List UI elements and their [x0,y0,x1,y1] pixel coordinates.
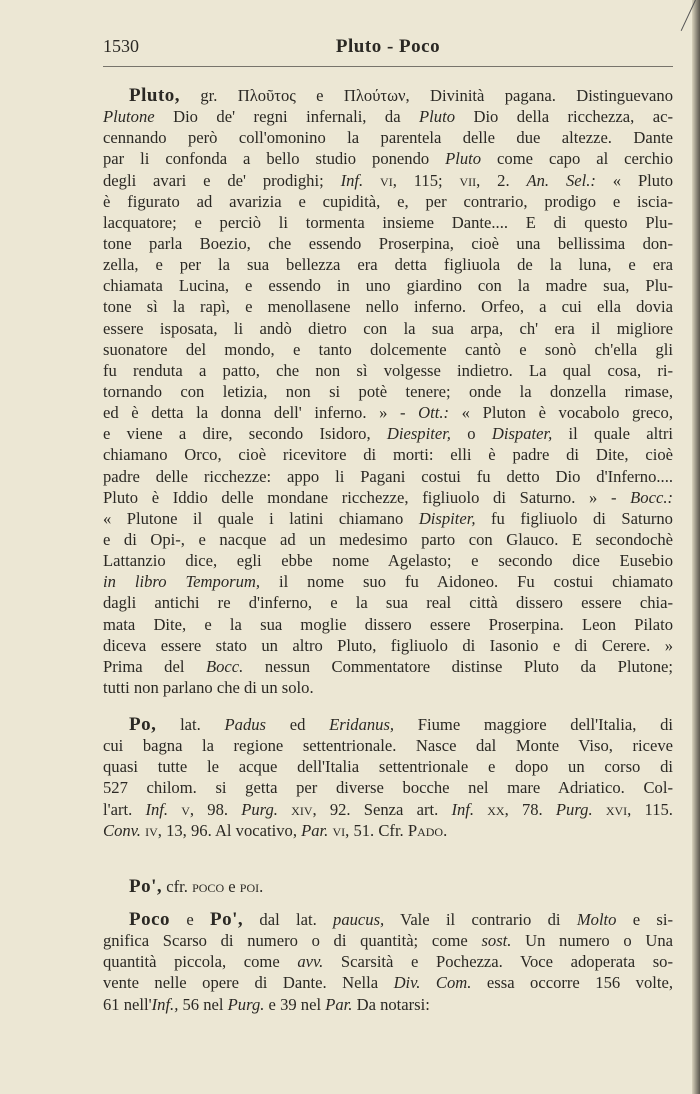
text-line [103,148,673,169]
text-run: e viene a dire, secondo Isidoro, [103,424,387,444]
text-run: 61 nell' [103,994,152,1014]
italic-text: paucus, [333,910,385,929]
text-run: suonatore del mondo, e tanto dolcemente cantò e sonò ch'ella gli [103,339,673,359]
italic-text: Par. [325,994,353,1014]
text-line [103,820,673,841]
text-run: fu figliuolo di Saturno [475,508,673,528]
italic-text: Inf. [451,799,475,819]
text-line [103,318,673,339]
text-run: cfr. [162,877,193,896]
text-run: 56 nel [178,994,228,1014]
page-header [103,36,673,60]
italic-text: Purg. [241,799,278,819]
text-line [103,254,673,275]
text-run: , 51. Cfr. [345,820,408,840]
text-run: Un numero o Una [511,931,673,951]
text-run: fu renduta a patto, che non sì volgesse indietro. La qual cosa, ri- [103,360,673,380]
text-run: gnifica Scarso di numero o di quantità; come [103,931,482,951]
italic-text: Dispiter, [418,508,476,528]
text-run: , 78. [504,799,556,819]
text-run: Da notarsi: [352,994,430,1014]
text-run: tornando con letizia, non si potè tenere; onde la donzella rimase, [103,381,673,401]
text-line [103,656,673,677]
text-run: lacquatore; e perciò li tormenta insieme Dante.... E di questo Plu- [103,212,673,232]
text-run: . [259,877,264,896]
text-line [103,487,673,508]
text-run: ed è detta la donna dell' inferno. » - [103,403,419,423]
italic-text: Bocc.: [630,487,673,507]
text-run: dagli antichi re d'inferno, e la sua real città dissero essere chia- [103,593,673,613]
headword: Po', [129,876,163,897]
italic-text: Diespiter, [386,424,451,444]
italic-text: Purg. [555,799,593,819]
text-run: Scarsità e Pochezza. Voce adoperata so- [323,952,674,972]
text-line [103,508,673,529]
text-run: diceva essere stato un altro Pluto, figliuolo di Iasonio e di Cerere. » [103,635,673,655]
page-edge [692,0,700,1094]
text-run [278,800,291,819]
entry-po-apostrophe [103,876,673,897]
text-line [103,85,673,106]
small-caps-text: xx [487,799,505,819]
text-line [103,635,673,656]
italic-text: Padus [224,715,266,734]
text-line [103,571,673,592]
italic-text: Inf., [151,994,179,1014]
small-caps-text: Pado [407,820,444,840]
italic-text: An. Sel.: [526,170,596,190]
text-run: , 13, 96. Al vocativo, [157,820,302,840]
text-line [103,909,673,930]
text-run: , 2. [476,170,527,190]
text-run: quantità piccola, come [103,952,298,972]
text-run: , 92. Senza art. [312,799,452,819]
text-run: Fiume maggiore dell'Italia, di [394,715,673,734]
text-line [103,529,673,550]
text-run: « Plutone il quale i latini chiamano [103,508,419,528]
text-run: quasi tutte le acque dell'Italia settentrionale e dopo un corso di [103,757,673,777]
text-run: Dio della ricchezza, ac- [455,107,674,127]
italic-text: in libro Temporum, [103,572,261,592]
text-run: Vale il contrario di [384,910,577,929]
text-run: , 98. [189,799,242,819]
italic-text: Conv. [103,820,141,840]
text-run: « Pluto [595,170,673,190]
text-run: e [170,910,210,929]
italic-text: sost. [481,931,512,951]
text-line [103,466,673,487]
small-caps-text: v [181,799,190,819]
italic-text: Purg. [227,994,265,1014]
italic-text: Bocc. [205,656,244,676]
entry-po [103,714,673,841]
text-line [103,212,673,233]
text-run: par li confonda a bello studio ponendo [103,149,446,169]
text-run: e 39 nel [264,994,326,1014]
text-run: come capo al cerchio [481,149,673,169]
text-run: e [224,877,240,896]
text-line [103,106,673,127]
text-run [474,800,487,819]
text-run: Pluto è Iddio delle mondane ricchezze, figliuolo di Saturno. » - [103,487,631,507]
text-run [363,171,380,190]
text-run: dal lat. [243,910,334,929]
italic-text: avv. [297,952,324,972]
text-run: tutti non parlano che di un solo. [103,677,314,697]
headword: Po, [129,714,157,735]
header-rule [103,66,673,67]
text-run: ed [266,715,330,734]
small-caps-text: vi [332,820,346,840]
text-run: o [450,424,492,444]
text-line [103,444,673,465]
text-run: lat. [156,715,225,734]
text-run: e si- [616,910,674,929]
small-caps-text: poi [239,877,260,896]
text-line [103,930,673,951]
italic-text: Dispater, [491,424,553,444]
text-run: padre delle ricchezze: appo li Pagani costui fu detto Dio d'Inferno.... [103,466,673,486]
text-line [103,170,673,191]
text-line [103,972,673,993]
text-run: gr. Πλοῦτος e Πλούτων, Divinità pagana. Distinguevano [180,86,673,105]
text-run: tone parla Boezio, che essendo Proserpina, cioè una bellissima don- [103,233,673,253]
text-line [103,677,673,698]
headword: Pluto, [129,85,181,106]
text-line [103,191,673,212]
text-line [103,799,673,820]
text-run: chiamano Orco, cioè ricevitore di morti: elli è padre di Dite, cioè [103,445,673,465]
text-run: chiamata Lucina, e essendo in uno giardino con la madre sua, Plu- [103,276,673,296]
text-line [103,275,673,296]
small-caps-text: poco [192,877,225,896]
text-line [103,233,673,254]
small-caps-text: vii [459,170,477,190]
italic-text: Pluto [445,149,482,169]
text-line [103,360,673,381]
text-run: degli avari e de' prodighi; [103,170,341,190]
text-line [103,756,673,777]
text-line [103,296,673,317]
page-number: 1530 [103,36,139,56]
text-run: cui bagna la regione settentrionale. Nasce dal Monte Viso, riceve [103,736,673,756]
headword: Po', [210,909,244,930]
text-line [103,592,673,613]
italic-text: Plutone [103,107,155,127]
entry-poco [103,909,673,1015]
text-run [593,800,606,819]
italic-text: Molto [576,910,617,929]
text-run: . [443,820,448,840]
italic-text: Ott.: [418,403,450,423]
text-line [103,951,673,972]
italic-text: Eridanus, [329,715,395,734]
text-run: e di Opi-, e nacque ad un medesimo parto con Glauco. E secondochè [103,529,673,549]
text-run: zella, e per la sua bellezza era detta figliuola de la luna, e era [103,255,673,275]
text-line [103,339,673,360]
text-run: Prima del [103,656,206,676]
italic-text: Pluto [419,107,455,127]
text-run: vente nelle opere di Dante. Nella [103,973,394,993]
text-run: Lattanzio dice, egli ebbe nome Agelasto; e secondo dice Eusebio [103,551,673,571]
text-line [103,777,673,798]
text-run: il nome suo fu Aidoneo. Fu costui chiamato [260,572,673,592]
text-run: , 115. [627,799,673,819]
text-run: è figurato ad avarizia e cupidità, e, per contrario, prodigo e iscia- [103,191,673,211]
text-run: , 115; [392,170,460,190]
entry-pluto [103,85,673,698]
small-caps-text: vi [380,170,393,190]
text-run: cennando però coll'omonino la parentela delle due altezze. Dante [103,128,673,148]
small-caps-text: xvi [605,799,628,819]
italic-text: Div. Com. [393,973,472,993]
italic-text: Inf. [340,170,364,190]
text-run: essa occorre 156 volte, [471,973,673,993]
text-line [103,127,673,148]
text-line [103,735,673,756]
running-title: Pluto - Poco [335,36,441,57]
text-line [103,550,673,571]
text-line [103,423,673,444]
text-run: 527 chilom. si getta per diverse bocche nel mare Adriatico. Col- [103,778,673,798]
text-run: mata Dite, e la sua moglie dissero essere Proserpina. Leon Pilato [103,614,673,634]
text-run: tone sì la rapì, e menollasene nello inferno. Orfeo, a cui ella dovia [103,297,673,317]
text-line [103,876,673,897]
text-run: l'art. [103,799,146,819]
text-line [103,402,673,423]
text-run: essere isposata, li andò dietro con la sua arpa, ch' era il migliore [103,318,673,338]
italic-text: Inf. [145,799,169,819]
text-run: nessun Commentatore distinse Pluto da Plutone; [243,656,673,676]
small-caps-text: iv [145,820,158,840]
text-line [103,714,673,735]
headword: Poco [129,909,171,930]
text-run: « Pluton è vocabolo greco, [449,403,673,423]
text-line [103,994,673,1015]
text-run: il quale altri [552,424,673,444]
italic-text: Par. [301,820,329,840]
text-line [103,614,673,635]
text-line [103,381,673,402]
text-run: Dio de' regni infernali, da [154,107,420,127]
small-caps-text: xiv [291,799,313,819]
text-run [168,800,181,819]
